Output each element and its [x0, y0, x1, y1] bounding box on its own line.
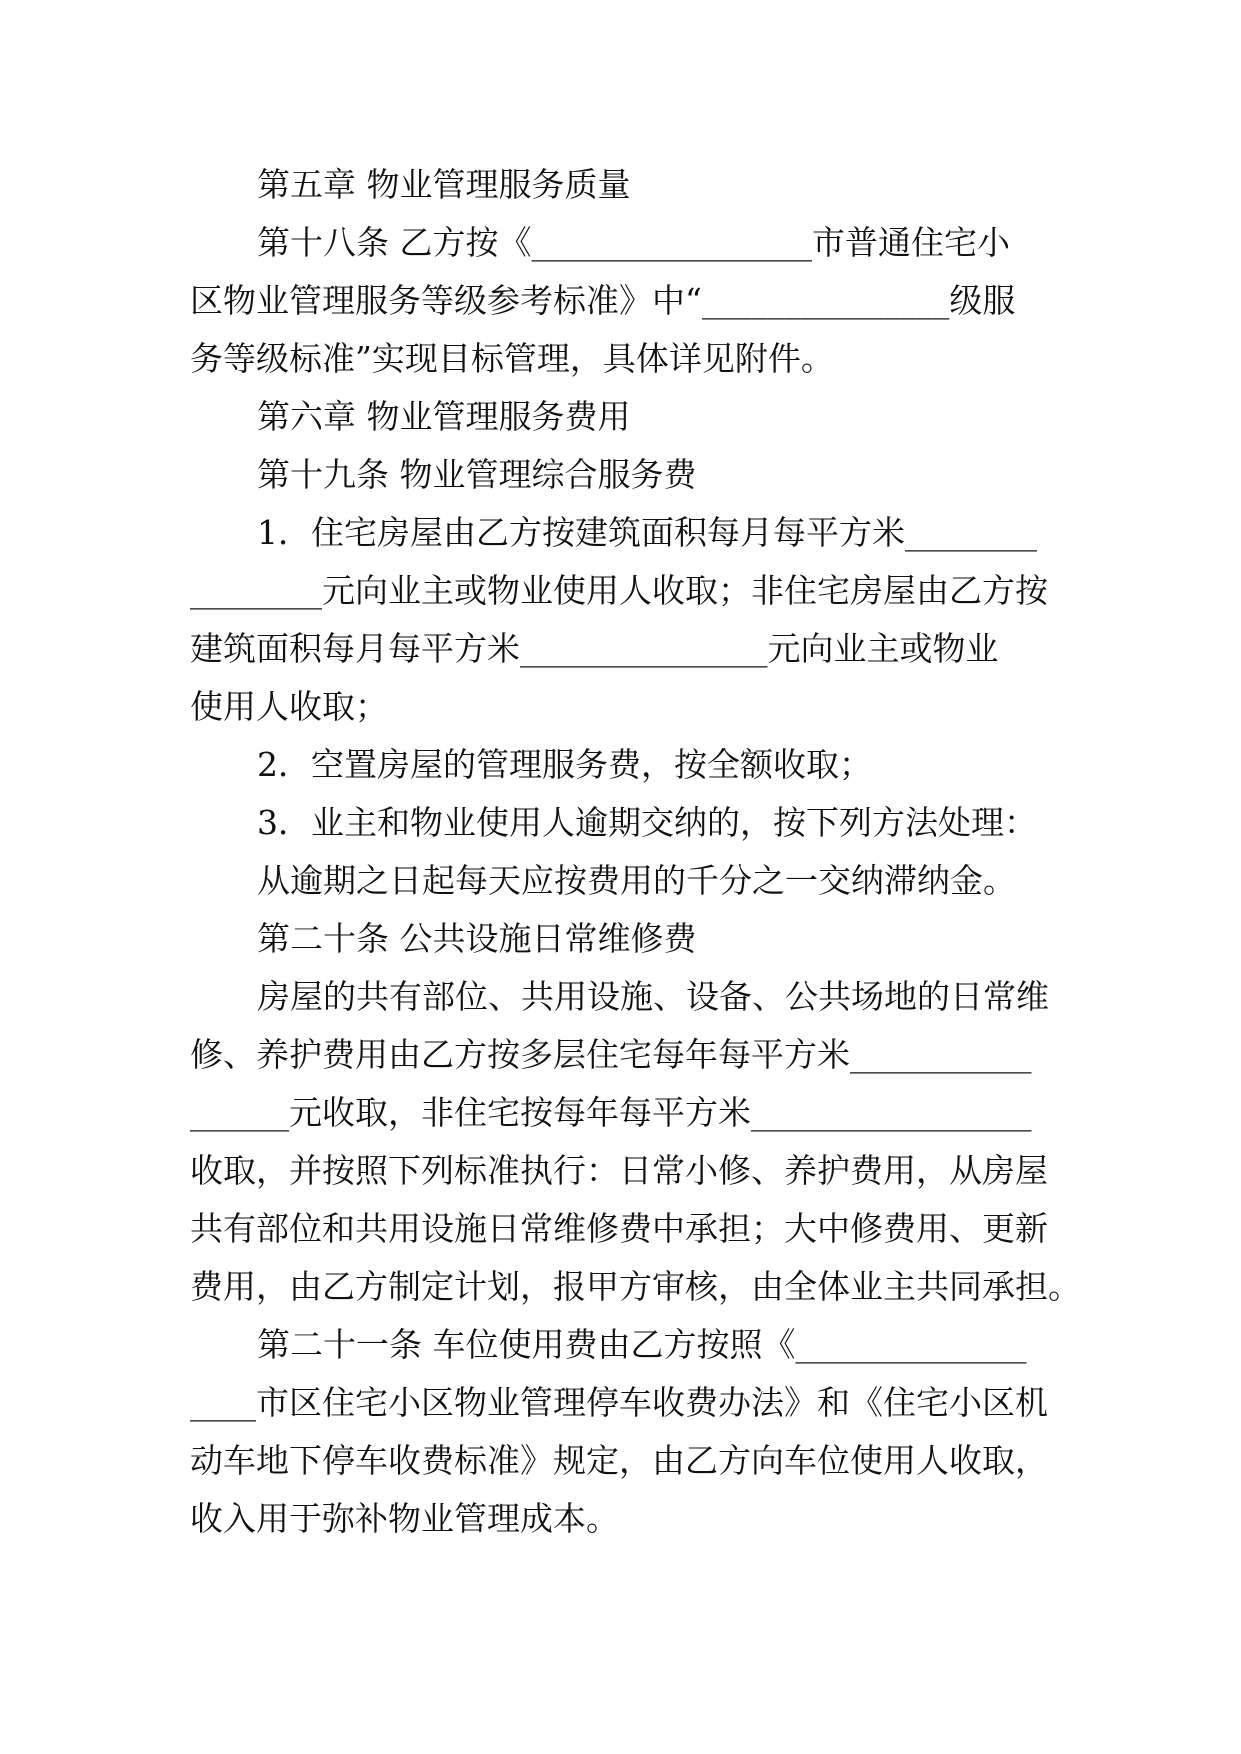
chapter-6-heading: 第六章 物业管理服务费用	[257, 397, 631, 436]
article-19-item-2: 2．空置房屋的管理服务费，按全额收取；	[257, 745, 872, 784]
article-19-item-1-line-1: 1．住宅房屋由乙方按建筑面积每月每平方米________	[257, 513, 1037, 552]
article-18-line-1: 第十八条 乙方按《_________________市普通住宅小	[257, 223, 1010, 262]
article-21-line-2: ____市区住宅小区物业管理停车收费办法》和《住宅小区机	[190, 1383, 1048, 1422]
article-18-line-3: 务等级标准”实现目标管理，具体详见附件。	[190, 339, 834, 378]
article-19-item-3-line-2: 从逾期之日起每天应按费用的千分之一交纳滞纳金。	[257, 861, 1016, 900]
chapter-5-heading: 第五章 物业管理服务质量	[257, 165, 631, 204]
article-19-item-3-line-1: 3．业主和物业使用人逾期交纳的，按下列方法处理：	[257, 803, 1037, 842]
article-19-item-1-line-3: 建筑面积每月每平方米_______________元向业主或物业	[190, 629, 999, 668]
article-20-line-4: 收取，并按照下列标准执行：日常小修、养护费用，从房屋	[190, 1151, 1048, 1190]
article-21-line-3: 动车地下停车收费标准》规定，由乙方向车位使用人收取，	[190, 1441, 1048, 1480]
article-21-line-1: 第二十一条 车位使用费由乙方按照《______________	[257, 1325, 1027, 1364]
article-20-line-6: 费用，由乙方制定计划，报甲方审核，由全体业主共同承担。	[190, 1267, 1081, 1306]
article-19-heading: 第十九条 物业管理综合服务费	[257, 455, 697, 494]
article-20-line-3: ______元收取，非住宅按每年每平方米_________________	[190, 1093, 1032, 1132]
article-18-line-2: 区物业管理服务等级参考标准》中“_______________级服	[190, 281, 1016, 320]
article-20-heading: 第二十条 公共设施日常维修费	[257, 919, 697, 958]
article-19-item-1-line-4: 使用人收取；	[190, 687, 388, 726]
article-19-item-1-line-2: ________元向业主或物业使用人收取；非住宅房屋由乙方按	[190, 571, 1048, 610]
article-20-line-2: 修、养护费用由乙方按多层住宅每年每平方米___________	[190, 1035, 1032, 1074]
article-20-line-1: 房屋的共有部位、共用设施、设备、公共场地的日常维	[257, 977, 1049, 1016]
article-21-line-4: 收入用于弥补物业管理成本。	[190, 1499, 619, 1538]
article-20-line-5: 共有部位和共用设施日常维修费中承担；大中修费用、更新	[190, 1209, 1048, 1248]
